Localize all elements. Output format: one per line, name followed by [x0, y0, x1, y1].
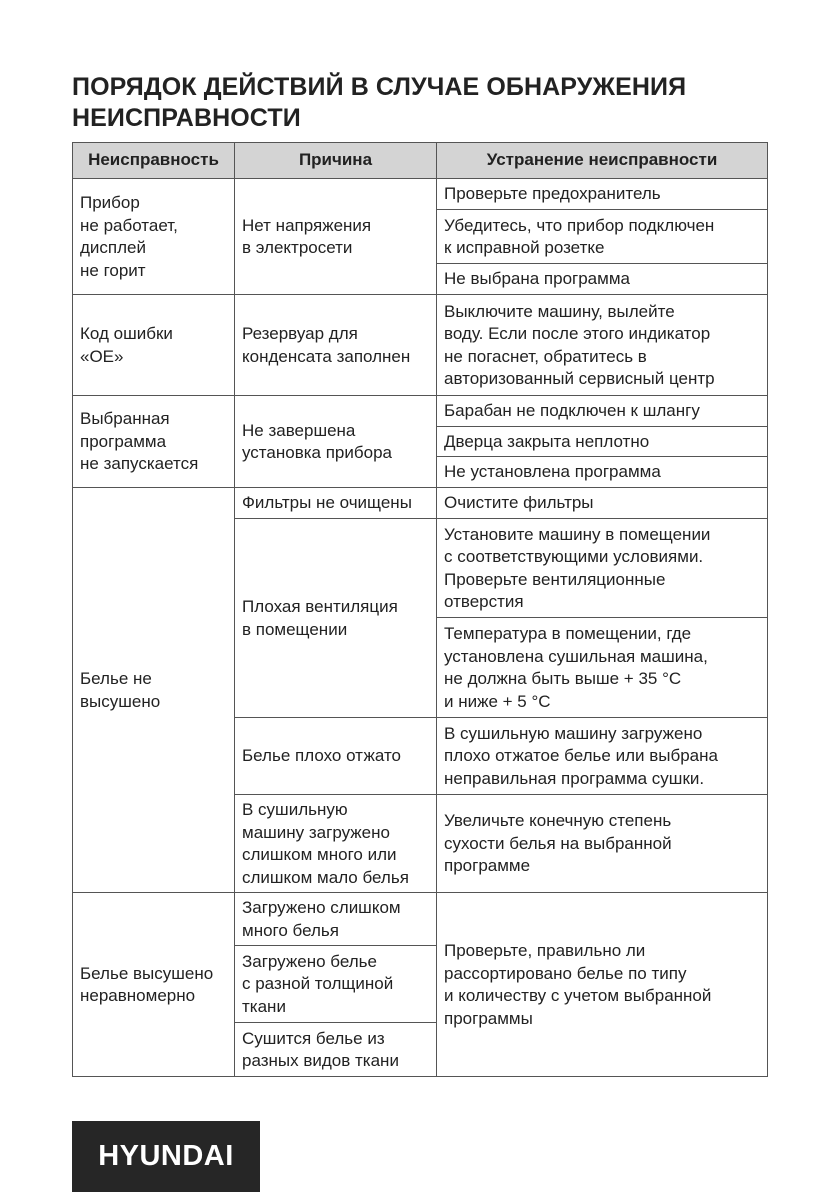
remedy-cell: Барабан не подключен к шлангу	[437, 396, 768, 427]
remedy-cell: В сушильную машину загружено плохо отжатое белье или выбрана неправильная программа сушки.	[437, 718, 768, 795]
remedy-cell: Убедитесь, что прибор подключен к исправной розетке	[437, 210, 768, 264]
remedy-cell: Выключите машину, вылейте воду. Если после этого индикатор не погаснет, обратитесь в авторизованный сервисный центр	[437, 295, 768, 396]
cause-cell: Резервуар для конденсата заполнен	[235, 295, 437, 396]
cause-cell: Белье плохо отжато	[235, 718, 437, 795]
table-row	[73, 893, 768, 946]
cause-cell: Плохая вентиляция в помещении	[235, 519, 437, 718]
cause-cell: Загружено белье с разной толщиной ткани	[235, 946, 437, 1023]
logo-text: HYUNDAI	[98, 1140, 234, 1172]
fault-cell: Выбранная программа не запускается	[73, 396, 235, 488]
cause-cell: Не завершена установка прибора	[235, 396, 437, 488]
table-row	[73, 396, 768, 427]
cause-cell: Сушится белье из разных видов ткани	[235, 1023, 437, 1077]
remedy-cell: Проверьте, правильно ли рассортировано белье по типу и количеству с учетом выбранной программы	[437, 893, 768, 1077]
fault-cell: Прибор не работает, дисплей не горит	[73, 179, 235, 295]
fault-cell: Белье высушено неравномерно	[73, 893, 235, 1077]
page-title	[72, 72, 772, 134]
remedy-cell: Проверьте предохранитель	[437, 179, 768, 210]
cause-cell: Нет напряжения в электросети	[235, 179, 437, 295]
remedy-cell: Не выбрана программа	[437, 264, 768, 295]
table-row	[73, 295, 768, 396]
page-title-line-2: НЕИСПРАВНОСТИ	[72, 104, 301, 132]
troubleshooting-table	[72, 142, 768, 1077]
page-title-line-1: ПОРЯДОК ДЕЙСТВИЙ В СЛУЧАЕ ОБНАРУЖЕНИЯ	[72, 73, 687, 101]
remedy-cell: Очистите фильтры	[437, 488, 768, 519]
header-remedy: Устранение неисправности	[437, 143, 768, 179]
table-row	[73, 179, 768, 210]
remedy-cell: Установите машину в помещении с соответствующими условиями. Проверьте вентиляционные отверстия	[437, 519, 768, 618]
remedy-cell: Увеличьте конечную степень сухости белья на выбранной программе	[437, 795, 768, 893]
table-header-row	[73, 143, 768, 179]
cause-cell: Фильтры не очищены	[235, 488, 437, 519]
fault-cell: Белье не высушено	[73, 488, 235, 893]
remedy-cell: Температура в помещении, где установлена сушильная машина, не должна быть выше + 35 °C и ниже + 5 °C	[437, 618, 768, 718]
fault-cell: Код ошибки «OE»	[73, 295, 235, 396]
table-row	[73, 488, 768, 519]
remedy-cell: Дверца закрыта неплотно	[437, 426, 768, 457]
remedy-cell: Не установлена программа	[437, 457, 768, 488]
hyundai-logo	[72, 1121, 260, 1192]
cause-cell: Загружено слишком много белья	[235, 893, 437, 946]
cause-cell: В сушильную машину загружено слишком много или слишком мало белья	[235, 795, 437, 893]
header-fault: Неисправность	[73, 143, 235, 179]
header-cause: Причина	[235, 143, 437, 179]
